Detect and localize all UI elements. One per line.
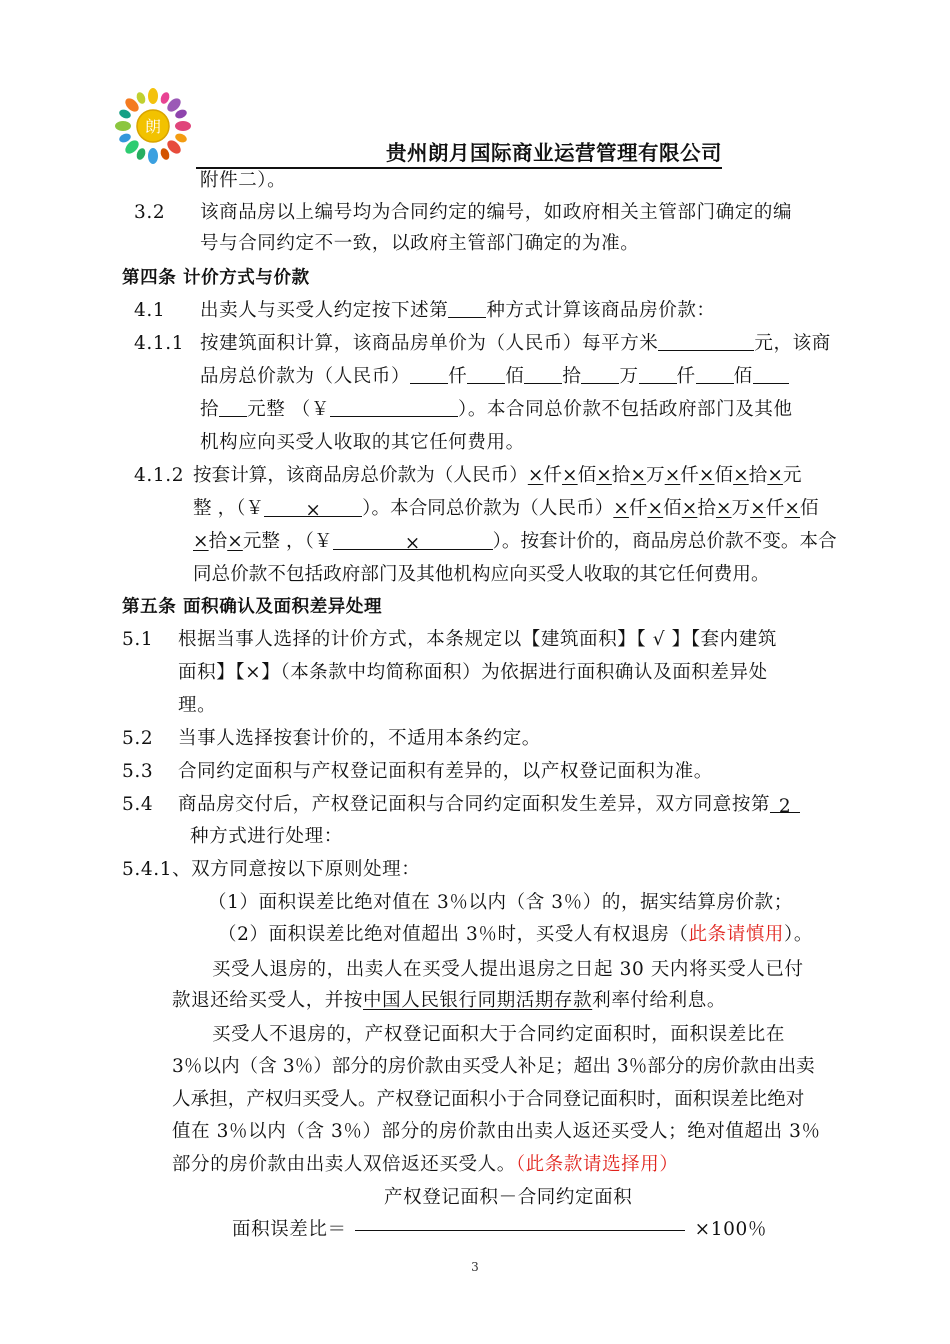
blank-field[interactable] [524, 363, 562, 384]
clause-number: 5.2 [122, 728, 154, 749]
cross-mark: × [750, 498, 766, 519]
text-line: 当事人选择按套计价的，不适用本条约定。 [178, 728, 541, 749]
clause-number: 3.2 [134, 202, 166, 223]
text-line: 该商品房以上编号均为合同约定的编号，如政府相关主管部门确定的编 [200, 202, 793, 223]
page-number: 3 [471, 1260, 479, 1274]
warning-note: （此条款请选择用） [515, 1154, 679, 1175]
text-segment: 按套计算，该商品房总价款为（人民币） [193, 465, 528, 486]
text-segment: 万 [619, 366, 639, 387]
blank-field[interactable] [264, 496, 362, 521]
blank-field[interactable] [581, 363, 619, 384]
text-line: 买受人不退房的，产权登记面积大于合同约定面积时，面积误差比在 [212, 1024, 786, 1045]
text-segment: ）。本合同总价款不包括政府部门及其他 [458, 399, 793, 420]
text-segment: 佰 [714, 465, 734, 486]
text-segment: （2）面积误差比绝对值超出 3％时，买受人有权退房（ [218, 924, 689, 945]
formula-numerator: 产权登记面积－合同约定面积 [384, 1187, 633, 1208]
text-segment: 仟 [448, 366, 468, 387]
text-line: 面积】【×】（本条款中均简称面积）为依据进行面积确认及面积差异处 [178, 662, 768, 683]
blank-field[interactable] [448, 297, 486, 318]
text-segment: 拾 [697, 498, 716, 519]
text-segment: ）。按套计价的，商品房总价款不变。本合 [492, 531, 837, 552]
cross-mark: × [613, 498, 629, 519]
text-line: （1）面积误差比绝对值在 3％以内（含 3％）的，据实结算房价款； [208, 892, 793, 913]
text-segment: 佰 [505, 366, 525, 387]
text-segment: 佰 [800, 498, 819, 519]
text-line: 同总价款不包括政府部门及其他机构应向买受人收取的其它任何费用。 [193, 564, 770, 585]
text-segment: ）。 [784, 924, 813, 945]
clause-number: 5.1 [122, 629, 154, 650]
text-segment: 拾 [208, 531, 228, 552]
text-segment: 拾 [562, 366, 582, 387]
text-segment: 仟 [676, 366, 696, 387]
blank-field[interactable] [753, 363, 789, 384]
text-line: 3％以内（含 3％）部分的房价款由买受人补足；超出 3％部分的房价款由出卖 [172, 1056, 815, 1077]
text-line [193, 461, 802, 491]
text-line [200, 329, 831, 359]
text-segment: 佰 [663, 498, 682, 519]
text-segment: 种方式计算该商品房价款： [486, 300, 716, 321]
cross-mark: × [193, 531, 209, 552]
text-line: 附件二）。 [200, 170, 287, 191]
clause-number: 4.1 [134, 300, 166, 321]
cross-mark: × [227, 531, 243, 552]
text-line [172, 1150, 678, 1180]
text-line: 机构应向买受人收取的其它任何费用。 [200, 432, 525, 453]
text-segment: 仟 [765, 498, 785, 519]
text-line [218, 920, 813, 950]
text-line [200, 296, 716, 326]
cross-mark: × [527, 465, 544, 486]
text-segment: 佰 [733, 366, 753, 387]
blank-field[interactable] [639, 363, 677, 384]
clause-number: 4.1.2 [134, 465, 185, 486]
text-segment: 款退还给买受人，并按 [172, 990, 364, 1011]
cross-mark: × [767, 465, 783, 486]
text-line: 人承担，产权归买受人。产权登记面积小于合同登记面积时，面积误差比绝对 [172, 1089, 805, 1110]
text-segment: 元整 （￥ [247, 399, 330, 420]
cross-mark: × [630, 465, 647, 486]
text-line: 根据当事人选择的计价方式，本条规定以【建筑面积】【 √ 】【套内建筑 [178, 629, 777, 650]
text-line [172, 986, 726, 1016]
warning-note: 此条请慎用 [688, 924, 785, 945]
text-segment: 拾 [611, 465, 631, 486]
blank-field[interactable]: 2 [770, 792, 800, 813]
company-logo [115, 88, 191, 164]
fraction-bar [355, 1230, 685, 1231]
blank-field[interactable] [219, 396, 247, 417]
text-segment: 元，该商 [754, 333, 831, 354]
text-segment: 拾 [748, 465, 768, 486]
text-segment: 品房总价款为（人民币） [200, 366, 411, 387]
blank-field[interactable] [696, 363, 734, 384]
cross-mark: × [596, 465, 612, 486]
text-line [200, 362, 789, 392]
blank-field[interactable] [330, 396, 458, 417]
text-line: 5.4.1、双方同意按以下原则处理： [122, 859, 421, 880]
cross-mark: × [404, 533, 421, 554]
cross-mark: × [733, 465, 749, 486]
cross-mark: × [784, 498, 800, 519]
text-segment: 元 [782, 465, 802, 486]
cross-mark: × [698, 465, 715, 486]
text-line: 合同约定面积与产权登记面积有差异的，以产权登记面积为准。 [178, 761, 713, 782]
svg-text:朗: 朗 [144, 117, 162, 136]
text-segment: 按建筑面积计算，该商品房单价为（人民币）每平方米 [200, 333, 659, 354]
formula-factor: ×100％ [694, 1219, 767, 1240]
text-segment: 万 [646, 465, 665, 486]
text-segment: 整 ，（￥ [193, 498, 265, 519]
underlined-term: 中国人民银行同期活期存款 [363, 990, 593, 1011]
text-line: 值在 3％以内（含 3％）部分的房价款由出卖人返还买受人；绝对值超出 3％ [172, 1121, 821, 1142]
text-segment: 出卖人与买受人约定按下述第 [200, 300, 449, 321]
text-segment: 拾 [200, 399, 220, 420]
text-line: 理。 [178, 695, 217, 716]
blank-field[interactable] [410, 363, 448, 384]
text-segment: 商品房交付后，产权登记面积与合同约定面积发生差异，双方同意按第 [178, 794, 771, 815]
text-segment: 仟 [628, 498, 648, 519]
text-segment: 利率付给利息。 [592, 990, 726, 1011]
blank-field[interactable] [658, 330, 754, 351]
clause-number: 4.1.1 [134, 333, 185, 354]
article-heading: 第四条 计价方式与价款 [122, 268, 310, 288]
clause-number: 5.4 [122, 794, 154, 815]
text-segment: 元整 ，（￥ [242, 531, 333, 552]
formula-label: 面积误差比＝ [232, 1219, 347, 1240]
formula-line [232, 1215, 767, 1245]
cross-mark: × [664, 465, 681, 486]
cross-mark: × [647, 498, 664, 519]
text-line: 号与合同约定不一致，以政府主管部门确定的为准。 [200, 233, 640, 254]
text-segment: 佰 [577, 465, 597, 486]
blank-field[interactable] [467, 363, 505, 384]
text-segment: 仟 [680, 465, 699, 486]
blank-field[interactable] [333, 529, 493, 554]
cross-mark: × [562, 465, 578, 486]
text-segment: ）。本合同总价款为（人民币） [362, 498, 614, 519]
text-line: 种方式进行处理： [190, 826, 343, 847]
article-heading: 第五条 面积确认及面积差异处理 [122, 597, 383, 617]
cross-mark: × [715, 498, 732, 519]
text-segment: 万 [731, 498, 751, 519]
cross-mark: × [681, 498, 698, 519]
text-line [193, 527, 837, 557]
text-line [193, 494, 819, 524]
company-name: 贵州朗月国际商业运营管理有限公司 [196, 136, 722, 169]
text-line [200, 395, 793, 425]
text-segment: 部分的房价款由出卖人双倍返还买受人。 [172, 1154, 516, 1175]
text-segment: 仟 [543, 465, 563, 486]
cross-mark: × [305, 500, 321, 521]
clause-number: 5.3 [122, 761, 154, 782]
text-line: 买受人退房的，出卖人在买受人提出退房之日起 30 天内将买受人已付 [212, 959, 804, 980]
text-line [178, 790, 800, 820]
